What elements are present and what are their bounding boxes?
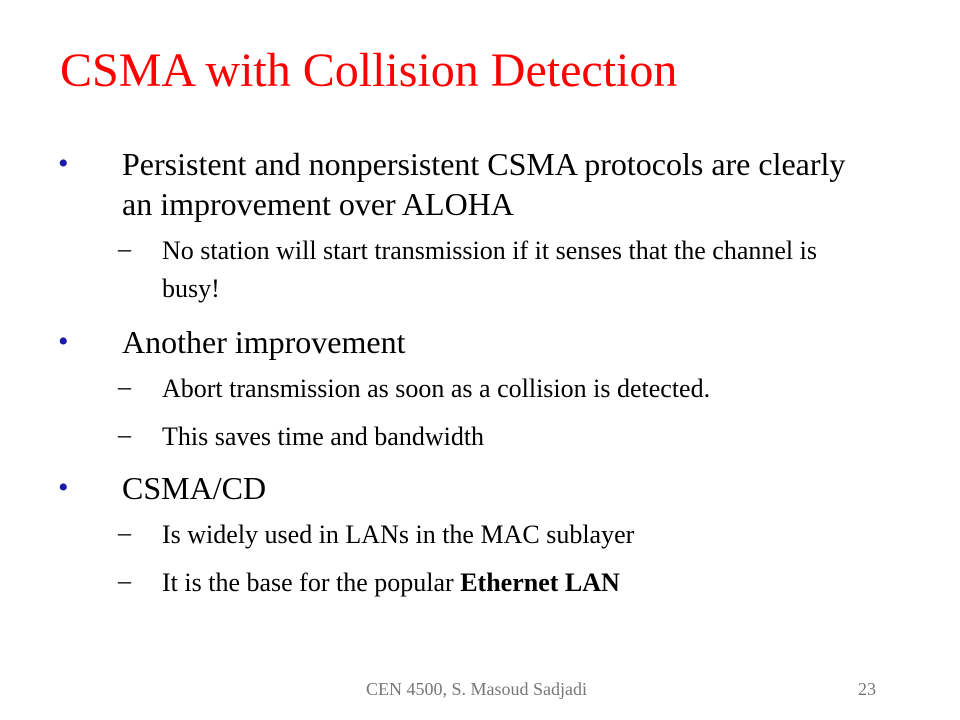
bullet-dot-icon: • [58,471,69,504]
bullet-dot-icon: • [58,325,69,358]
bullet-text: Another improvement [122,324,406,360]
bullet-text: Persistent and nonpersistent CSMA protocols are clearly an improvement over ALOHA [122,146,846,222]
dash-icon: – [118,372,131,401]
dash-icon: – [118,566,131,595]
ethernet-lan-emphasis: Ethernet LAN [460,568,620,597]
sub-bullet-text: Abort transmission as soon as a collision is detected. [162,374,711,403]
bullet-dot-icon: • [58,147,69,180]
page-number: 23 [858,679,876,699]
sub-bullet-text-plain: It is the base for the popular [162,568,461,597]
sub-bullet-text: This saves time and bandwidth [162,422,485,451]
dash-icon: – [118,420,131,449]
slide-footer: CEN 4500, S. Masoud Sadjadi [366,679,588,699]
bullet-text: CSMA/CD [122,470,267,506]
sub-bullet-text: Is widely used in LANs in the MAC sublayer [162,520,635,549]
dash-icon: – [118,234,131,263]
sub-bullet-text [162,564,862,602]
slide-title: CSMA with Collision Detection [60,44,678,97]
sub-bullet-text: No station will start transmission if it senses that the channel is busy! [162,236,817,303]
dash-icon: – [118,518,131,547]
